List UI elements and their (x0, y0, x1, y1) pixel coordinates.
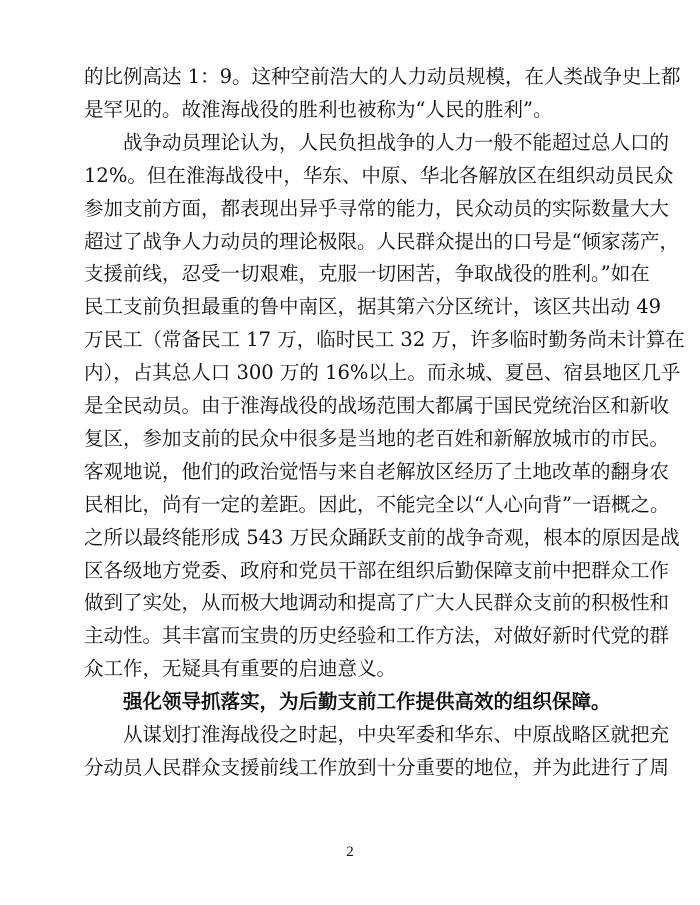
text-line: 客观地说，他们的政治觉悟与来自老解放区经历了土地改革的翻身农 (84, 459, 670, 483)
text-line: 12%。但在淮海战役中，华东、中原、华北各解放区在组织动员民众 (84, 163, 674, 187)
text-line: 万民工（常备民工 17 万，临时民工 32 万，许多临时勤务尚未计算在 (84, 328, 685, 352)
text-line: 民工支前负担最重的鲁中南区，据其第六分区统计，该区共出动 49 (84, 295, 662, 319)
text-line: 复区，参加支前的民众中很多是当地的老百姓和新解放城市的市民。 (84, 426, 670, 450)
text-line: 参加支前方面，都表现出异乎寻常的能力，民众动员的实际数量大大 (84, 196, 670, 220)
text-line: 做到了实处，从而极大地调动和提高了广大人民群众支前的积极性和 (84, 591, 670, 615)
page-number: 2 (346, 844, 354, 860)
text-line: 众工作，无疑具有重要的启迪意义。 (84, 657, 397, 681)
text-line: 战争动员理论认为，人民负担战争的人力一般不能超过总人口的 (123, 130, 670, 154)
text-line: 支援前线，忍受一切艰难，克服一切困苦，争取战役的胜利。”如在 (84, 262, 650, 286)
section-heading: 强化领导抓落实，为后勤支前工作提供高效的组织保障。 (123, 690, 611, 714)
text-line: 主动性。其丰富而宝贵的历史经验和工作方法，对做好新时代党的群 (84, 624, 670, 648)
text-line: 超过了战争人力动员的理论极限。人民群众提出的口号是“倾家荡产， (84, 229, 679, 253)
text-line: 从谋划打淮海战役之时起，中央军委和华东、中原战略区就把充 (123, 723, 670, 746)
text-line: 区各级地方党委、政府和党员干部在组织后勤保障支前中把群众工作 (84, 558, 670, 582)
text-line: 分动员人民群众支援前线工作放到十分重要的地位，并为此进行了周 (84, 755, 670, 779)
text-line: 之所以最终能形成 543 万民众踊跃支前的战争奇观，根本的原因是战 (84, 525, 680, 549)
text-line: 是罕见的。故淮海战役的胜利也被称为“人民的胜利”。 (84, 97, 553, 121)
text-line: 是全民动员。由于淮海战役的战场范围大都属于国民党统治区和新收 (84, 394, 670, 417)
text-line: 民相比，尚有一定的差距。因此，不能完全以“人心向背”一语概之。 (84, 492, 670, 516)
text-line: 内），占其总人口 300 万的 16%以上。而永城、夏邑、宿县地区几乎 (84, 361, 681, 385)
text-line: 的比例高达 1：9。这种空前浩大的人力动员规模，在人类战争史上都 (84, 65, 681, 88)
